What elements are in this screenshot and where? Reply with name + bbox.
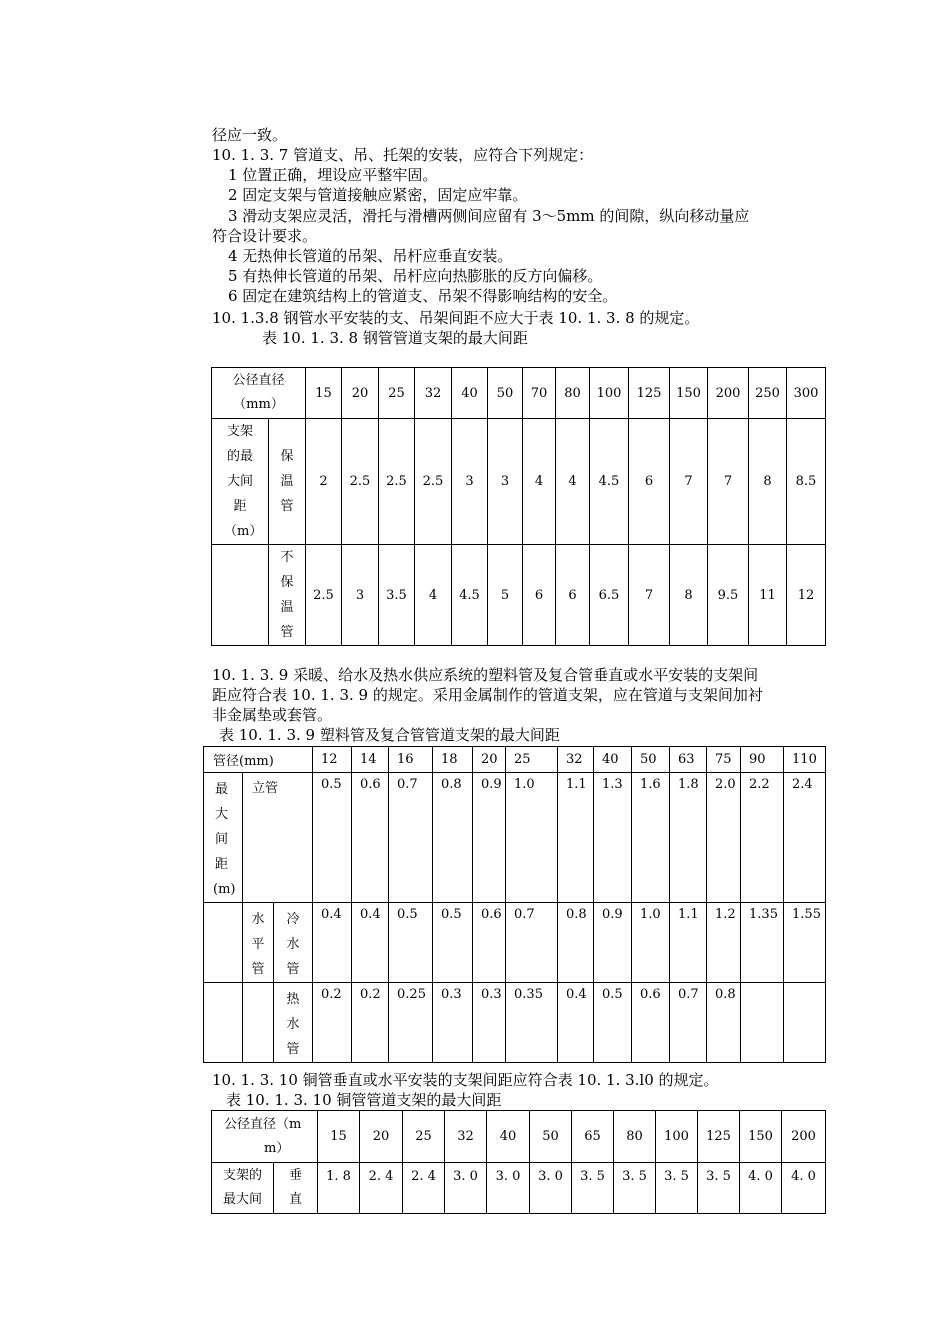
value-cell: 2.5 bbox=[379, 419, 415, 545]
diameter-cell: 18 bbox=[433, 747, 473, 773]
value-cell: 1.35 bbox=[741, 903, 784, 983]
value-cell: 1.6 bbox=[632, 773, 670, 903]
diameter-cell: 75 bbox=[707, 747, 741, 773]
value-cell: 0.7 bbox=[670, 983, 707, 1063]
diameter-cell: 125 bbox=[698, 1111, 740, 1163]
value-cell: 2.5 bbox=[415, 419, 452, 545]
value-cell: 1.2 bbox=[707, 903, 741, 983]
value-cell: 1.1 bbox=[670, 903, 707, 983]
diameter-cell: 125 bbox=[629, 368, 670, 419]
value-cell: 4.5 bbox=[590, 419, 629, 545]
diameter-cell: 32 bbox=[558, 747, 594, 773]
diameter-cell: 150 bbox=[670, 368, 708, 419]
text-line: 10. 1. 3. 7 管道支、吊、托架的安装，应符合下列规定： bbox=[212, 146, 594, 164]
vertical-label bbox=[274, 1163, 318, 1214]
value-cell: 6 bbox=[556, 545, 590, 646]
insulated-label: 保温管 bbox=[269, 419, 306, 545]
value-cell: 12 bbox=[787, 545, 826, 646]
text-line: 6 固定在建筑结构上的管道支、吊架不得影响结构的安全。 bbox=[228, 287, 618, 305]
empty-cell bbox=[204, 983, 243, 1063]
value-cell: 8 bbox=[749, 419, 787, 545]
value-cell: 7 bbox=[708, 419, 749, 545]
value-cell: 2.5 bbox=[306, 545, 342, 646]
value-cell: 4 bbox=[556, 419, 590, 545]
empty-cell bbox=[243, 983, 274, 1063]
horizontal-label: 水平管 bbox=[243, 903, 274, 983]
diameter-cell: 25 bbox=[506, 747, 558, 773]
value-cell: 3. 0 bbox=[530, 1163, 572, 1214]
diameter-cell: 65 bbox=[572, 1111, 614, 1163]
text-line: 10. 1. 3. 9 采暖、给水及热水供应系统的塑料管及复合管垂直或水平安装的支架间 bbox=[212, 666, 759, 684]
text-line: 10. 1.3.8 钢管水平安装的支、吊架间距不应大于表 10. 1. 3. 8 的规定。 bbox=[212, 309, 700, 327]
value-cell: 1.55 bbox=[784, 903, 826, 983]
diameter-cell: 150 bbox=[740, 1111, 782, 1163]
value-cell: 0.4 bbox=[352, 903, 389, 983]
empty-cell bbox=[212, 545, 269, 646]
value-cell: 8.5 bbox=[787, 419, 826, 545]
value-cell: 3. 0 bbox=[487, 1163, 530, 1214]
diameter-cell: 15 bbox=[306, 368, 342, 419]
text-line: 径应一致。 bbox=[212, 126, 288, 144]
value-cell: 3. 5 bbox=[698, 1163, 740, 1214]
value-cell: 4 bbox=[415, 545, 452, 646]
diameter-cell: 20 bbox=[360, 1111, 403, 1163]
uninsulated-label: 不保温管 bbox=[269, 545, 306, 646]
value-cell: 7 bbox=[670, 419, 708, 545]
value-cell: 3. 0 bbox=[445, 1163, 487, 1214]
value-cell: 0.4 bbox=[313, 903, 352, 983]
diameter-cell: 100 bbox=[656, 1111, 698, 1163]
value-cell: 0.5 bbox=[433, 903, 473, 983]
text-line: 5 有热伸长管道的吊架、吊杆应向热膨胀的反方向偏移。 bbox=[228, 267, 603, 285]
diameter-cell: 12 bbox=[313, 747, 352, 773]
text-line: 2 固定支架与管道接触应紧密，固定应牢靠。 bbox=[228, 186, 528, 204]
value-cell: 0.3 bbox=[473, 983, 506, 1063]
value-cell: 2.0 bbox=[707, 773, 741, 903]
value-cell: 3.5 bbox=[379, 545, 415, 646]
row-label-line: 最大间 bbox=[222, 1192, 262, 1207]
diameter-cell: 200 bbox=[708, 368, 749, 419]
diameter-cell: 50 bbox=[530, 1111, 572, 1163]
value-cell: 0.35 bbox=[506, 983, 558, 1063]
diameter-cell: 250 bbox=[749, 368, 787, 419]
value-cell: 0.2 bbox=[313, 983, 352, 1063]
value-cell: 0.6 bbox=[632, 983, 670, 1063]
row-group-label: 支架的最大间距（m） bbox=[212, 419, 269, 545]
value-cell: 11 bbox=[749, 545, 787, 646]
value-cell: 0.6 bbox=[352, 773, 389, 903]
value-cell: 7 bbox=[629, 545, 670, 646]
diameter-cell: 90 bbox=[741, 747, 784, 773]
table-caption: 表 10. 1. 3. 8 钢管管道支架的最大间距 bbox=[262, 329, 528, 347]
diameter-cell: 40 bbox=[594, 747, 632, 773]
value-cell: 0.4 bbox=[558, 983, 594, 1063]
value-cell: 4 bbox=[523, 419, 556, 545]
value-cell: 4.5 bbox=[452, 545, 488, 646]
value-cell: 9.5 bbox=[708, 545, 749, 646]
value-cell: 0.9 bbox=[473, 773, 506, 903]
value-cell: 0.5 bbox=[594, 983, 632, 1063]
value-cell: 0.2 bbox=[352, 983, 389, 1063]
value-cell: 1.0 bbox=[632, 903, 670, 983]
value-cell: 3 bbox=[488, 419, 523, 545]
value-cell: 1.0 bbox=[506, 773, 558, 903]
value-cell: 0.7 bbox=[506, 903, 558, 983]
value-cell: 2.4 bbox=[784, 773, 826, 903]
value-cell: 0.9 bbox=[594, 903, 632, 983]
value-cell: 2.5 bbox=[342, 419, 379, 545]
value-cell: 3. 5 bbox=[572, 1163, 614, 1214]
row-group-label: 最大间距(m) bbox=[204, 773, 243, 903]
vertical-label-line: 直 bbox=[289, 1192, 303, 1207]
value-cell: 1.8 bbox=[670, 773, 707, 903]
diameter-cell: 25 bbox=[403, 1111, 445, 1163]
row-group-label bbox=[212, 1163, 274, 1214]
diameter-cell: 20 bbox=[473, 747, 506, 773]
value-cell: 3. 5 bbox=[656, 1163, 698, 1214]
value-cell bbox=[784, 983, 826, 1063]
row-label-line: 支架的 bbox=[222, 1168, 262, 1183]
vertical-label-line: 垂 bbox=[289, 1168, 303, 1183]
copper-pipe-support-table bbox=[211, 1110, 826, 1214]
diameter-cell: 15 bbox=[318, 1111, 360, 1163]
diameter-cell: 300 bbox=[787, 368, 826, 419]
value-cell: 4. 0 bbox=[782, 1163, 826, 1214]
value-cell: 3. 5 bbox=[614, 1163, 656, 1214]
header-label-line: m） bbox=[264, 1140, 290, 1156]
text-line: 非金属垫或套管。 bbox=[212, 706, 333, 724]
value-cell: 5 bbox=[488, 545, 523, 646]
value-cell: 0.8 bbox=[558, 903, 594, 983]
text-line: 10. 1. 3. 10 铜管垂直或水平安装的支架间距应符合表 10. 1. 3.l0 的规定。 bbox=[212, 1071, 719, 1089]
value-cell: 8 bbox=[670, 545, 708, 646]
value-cell: 2. 4 bbox=[360, 1163, 403, 1214]
vertical-label: 立管 bbox=[243, 773, 313, 903]
diameter-cell: 40 bbox=[487, 1111, 530, 1163]
diameter-cell: 40 bbox=[452, 368, 488, 419]
diameter-cell: 50 bbox=[632, 747, 670, 773]
value-cell: 0.5 bbox=[313, 773, 352, 903]
value-cell: 0.3 bbox=[433, 983, 473, 1063]
header-label bbox=[212, 1111, 318, 1163]
value-cell: 2. 4 bbox=[403, 1163, 445, 1214]
value-cell: 0.6 bbox=[473, 903, 506, 983]
diameter-cell: 200 bbox=[782, 1111, 826, 1163]
value-cell bbox=[741, 983, 784, 1063]
diameter-cell: 70 bbox=[523, 368, 556, 419]
diameter-cell: 16 bbox=[389, 747, 433, 773]
value-cell: 0.25 bbox=[389, 983, 433, 1063]
hot-water-label: 热水管 bbox=[274, 983, 313, 1063]
value-cell: 0.7 bbox=[389, 773, 433, 903]
cold-water-label: 冷水管 bbox=[274, 903, 313, 983]
diameter-cell: 20 bbox=[342, 368, 379, 419]
table-caption: 表 10. 1. 3. 9 塑料管及复合管管道支架的最大间距 bbox=[219, 726, 560, 744]
diameter-cell: 80 bbox=[614, 1111, 656, 1163]
diameter-cell: 80 bbox=[556, 368, 590, 419]
value-cell: 0.5 bbox=[389, 903, 433, 983]
plastic-pipe-support-table bbox=[203, 746, 826, 1063]
text-line: 1 位置正确，埋设应平整牢固。 bbox=[228, 166, 438, 184]
value-cell: 4. 0 bbox=[740, 1163, 782, 1214]
diameter-cell: 63 bbox=[670, 747, 707, 773]
value-cell: 1.3 bbox=[594, 773, 632, 903]
value-cell: 0.8 bbox=[433, 773, 473, 903]
value-cell: 2.2 bbox=[741, 773, 784, 903]
value-cell: 1. 8 bbox=[318, 1163, 360, 1214]
value-cell: 1.1 bbox=[558, 773, 594, 903]
value-cell: 6 bbox=[629, 419, 670, 545]
diameter-cell: 32 bbox=[445, 1111, 487, 1163]
header-label: 公径直径（mm） bbox=[212, 368, 306, 419]
diameter-cell: 100 bbox=[590, 368, 629, 419]
value-cell: 0.8 bbox=[707, 983, 741, 1063]
steel-pipe-support-table bbox=[211, 367, 826, 646]
value-cell: 3 bbox=[452, 419, 488, 545]
diameter-cell: 14 bbox=[352, 747, 389, 773]
text-line: 距应符合表 10. 1. 3. 9 的规定。采用金属制作的管道支架，应在管道与支架间加衬 bbox=[212, 686, 763, 704]
text-line: 4 无热伸长管道的吊架、吊杆应垂直安装。 bbox=[228, 247, 513, 265]
value-cell: 3 bbox=[342, 545, 379, 646]
diameter-cell: 25 bbox=[379, 368, 415, 419]
empty-cell bbox=[204, 903, 243, 983]
value-cell: 2 bbox=[306, 419, 342, 545]
diameter-cell: 110 bbox=[784, 747, 826, 773]
diameter-cell: 32 bbox=[415, 368, 452, 419]
diameter-cell: 50 bbox=[488, 368, 523, 419]
header-label: 管径(mm) bbox=[204, 747, 313, 773]
text-line: 3 滑动支架应灵活，滑托与滑槽两侧间应留有 3～5mm 的间隙，纵向移动量应 bbox=[228, 207, 750, 225]
header-label-line: 公径直径（m bbox=[224, 1116, 302, 1132]
text-line: 符合设计要求。 bbox=[212, 227, 318, 245]
table-caption: 表 10. 1. 3. 10 铜管管道支架的最大间距 bbox=[226, 1091, 502, 1109]
value-cell: 6.5 bbox=[590, 545, 629, 646]
value-cell: 6 bbox=[523, 545, 556, 646]
